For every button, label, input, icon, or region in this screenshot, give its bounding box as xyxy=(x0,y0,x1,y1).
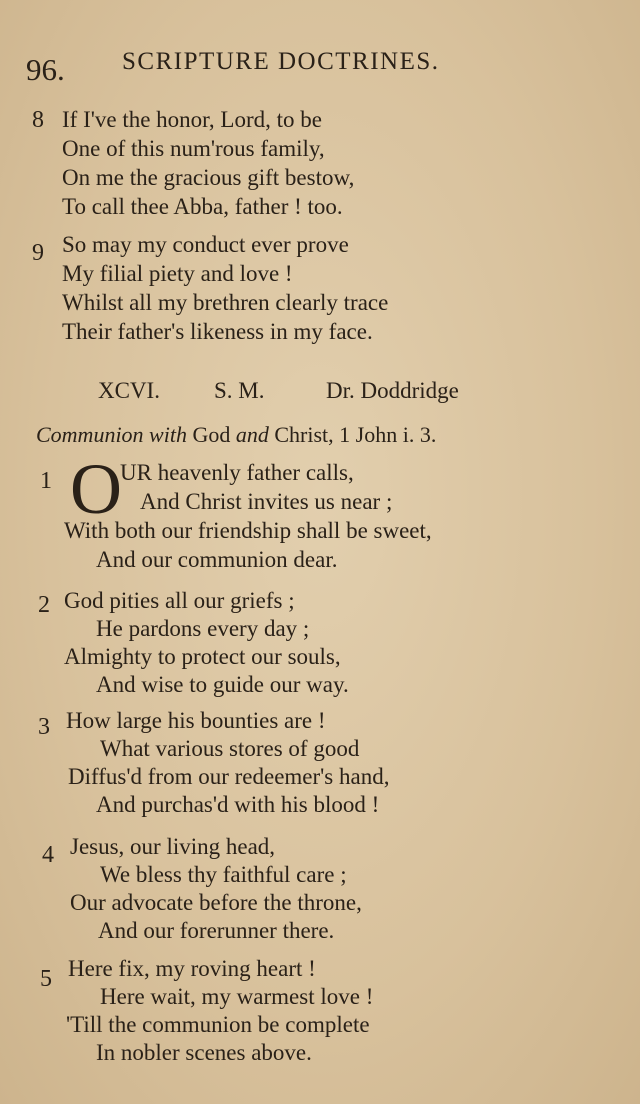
stanza-line: Whilst all my brethren clearly trace xyxy=(62,290,389,315)
hymn-author: Dr. Doddridge xyxy=(326,378,459,403)
stanza-line: And wise to guide our way. xyxy=(96,672,349,697)
subtitle-roman: God xyxy=(192,422,231,447)
stanza-number: 1 xyxy=(40,468,52,494)
drop-capital: O xyxy=(70,449,122,529)
stanza-line: And our forerunner there. xyxy=(98,918,335,943)
stanza-line: Jesus, our living head, xyxy=(70,834,276,859)
stanza-line: He pardons every day ; xyxy=(96,616,310,641)
stanza-line: Here wait, my warmest love ! xyxy=(100,984,374,1009)
stanza-line: On me the gracious gift bestow, xyxy=(62,165,355,190)
stanza-line: How large his bounties are ! xyxy=(66,708,326,733)
stanza-line: 'Till the communion be complete xyxy=(66,1012,370,1037)
stanza-line: Our advocate before the throne, xyxy=(70,890,362,915)
stanza-number: 8 xyxy=(32,107,44,133)
stanza-number: 3 xyxy=(38,714,50,740)
stanza-line: To call thee Abba, father ! too. xyxy=(62,194,343,219)
stanza-line: If I've the honor, Lord, to be xyxy=(62,107,322,132)
stanza-line: And our communion dear. xyxy=(96,547,338,572)
stanza-line: Their father's likeness in my face. xyxy=(62,319,373,344)
stanza-line: And purchas'd with his blood ! xyxy=(96,792,380,817)
page-number: 96. xyxy=(26,52,65,87)
stanza-line: One of this num'rous family, xyxy=(62,136,325,161)
stanza-line: Diffus'd from our redeemer's hand, xyxy=(68,764,390,789)
subtitle-italic: and xyxy=(235,422,269,447)
hymn-meter: S. M. xyxy=(214,378,265,403)
stanza-line: And Christ invites us near ; xyxy=(140,489,393,514)
hymn-subtitle xyxy=(36,422,436,448)
stanza-line: My filial piety and love ! xyxy=(62,261,293,286)
running-title: SCRIPTURE DOCTRINES. xyxy=(122,48,440,75)
stanza-line: So may my conduct ever prove xyxy=(62,232,349,257)
stanza-line: We bless thy faithful care ; xyxy=(100,862,347,887)
stanza-line: Here fix, my roving heart ! xyxy=(68,956,316,981)
hymn-number: XCVI. xyxy=(98,378,160,403)
stanza-line: God pities all our griefs ; xyxy=(64,588,295,613)
stanza-line: UR heavenly father calls, xyxy=(120,460,354,485)
stanza-number: 5 xyxy=(40,966,52,992)
stanza-number: 9 xyxy=(32,240,44,266)
stanza-number: 2 xyxy=(38,592,50,618)
stanza-line: With both our friendship shall be sweet, xyxy=(64,518,432,543)
stanza-line: In nobler scenes above. xyxy=(96,1040,312,1065)
subtitle-italic: Communion with xyxy=(36,422,187,447)
stanza-number: 4 xyxy=(42,842,54,868)
stanza-line: Almighty to protect our souls, xyxy=(64,644,341,669)
stanza-line: What various stores of good xyxy=(100,736,360,761)
subtitle-roman: Christ, 1 John i. 3. xyxy=(274,422,437,447)
